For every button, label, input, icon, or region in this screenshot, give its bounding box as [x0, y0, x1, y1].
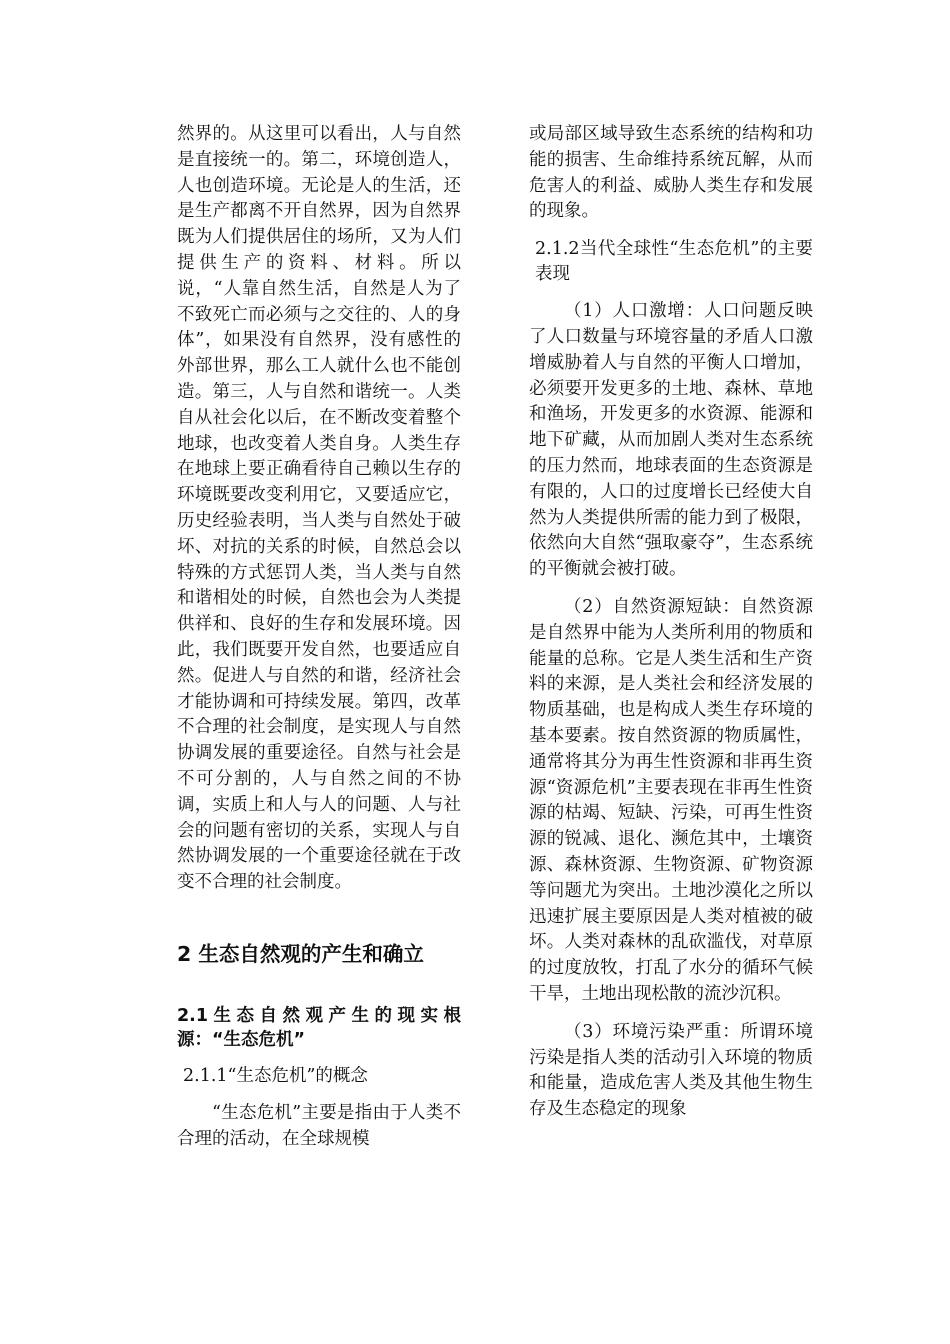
body-paragraph: （2）自然资源短缺：自然资源是自然界中能为人类所利用的物质和能量的总称。它是人类生活和生产资料的来源，是人类社会和经济发展的物质基础，也是构成人类生存环境的基本要素。按自然资源的物质属性，通常将其分为再生性资源和非再生资源“资源危机”主要表现在非再生性资源的枯竭、短缺、污染，可再生性资源的锐减、退化、濒危其中，土壤资源、森林资源、生物资源、矿物资源等问题尤为突出。土地沙漠化之所以迅速扩展主要原因是人类对植被的破坏。人类对森林的乱砍滥伐，对草原的过度放牧，打乱了水分的循环气候干旱，土地出现松散的流沙沉积。	[529, 596, 813, 1004]
body-paragraph: 或局部区域导致生态系统的结构和功能的损害、生命维持系统瓦解，从而危害人的利益、威胁人类生存和发展的现象。	[529, 124, 813, 222]
body-paragraph: “生态危机”主要是指由于人类不合理的活动，在全球规模	[177, 1102, 461, 1149]
body-paragraph: 然界的。从这里可以看出，人与自然是直接统一的。第二，环境创造人，人也创造环境。无论是人的生活，还是生产都离不开自然界，因为自然界既为人们提供居住的场所，又为人们提供生产的资料、材料。所以说，“人靠自然生活，自然是人为了不致死亡而必须与之交往的、人的身体”，如果没有自然界，没有感性的外部世界，那么工人就什么也不能创造。第三，人与自然和谐统一。人类自从社会化以后，在不断改变着整个地球，也改变着人类自身。人类生存在地球上要正确看待自己赖以生存的环境既要改变利用它，又要适应它，历史经验表明，当人类与自然处于破坏、对抗的关系的时候，自然总会以特殊的方式惩罚人类，当人类与自然和谐相处的时候，自然也会为人类提供祥和、良好的生存和发展环境。因此，我们既要开发自然，也要适应自然。促进人与自然的和谐，经济社会才能协调和可持续发展。第四，改革不合理的社会制度，是实现人与自然协调发展的重要途径。自然与社会是不可分割的，人与自然之间的不协调，实质上和人与人的问题、人与社会的问题有密切的关系，实现人与自然协调发展的一个重要途径就在于改变不合理的社会制度。	[177, 124, 461, 893]
body-paragraph: （3）环境污染严重：所谓环境污染是指人类的活动引入环境的物质和能量，造成危害人类及其他生物生存及生态稳定的现象	[529, 1021, 813, 1120]
body-paragraph: （1）人口激增：人口问题反映了人口数量与环境容量的矛盾人口激增威胁着人与自然的平衡人口增加，必须要开发更多的土地、森林、草地和渔场，开发更多的水资源、能源和地下矿藏，从而加剧人类对生态系统的压力然而，地球表面的生态资源是有限的，人口的过度增长已经使大自然为人类提供所需的能力到了极限，依然向大自然“强取豪夺”，生态系统的平衡就会被打破。	[529, 301, 813, 580]
left-column	[177, 122, 461, 1153]
section-heading: 2 生态自然观的产生和确立	[177, 941, 424, 966]
subsection-heading: 2.1生态自然观产生的现实根源：“生态危机”	[177, 1005, 461, 1050]
subsubsection-heading: 2.1.2当代全球性“生态危机”的主要表现	[535, 239, 813, 285]
right-column	[529, 122, 813, 1123]
subsubsection-heading: 2.1.1“生态危机”的概念	[183, 1065, 368, 1086]
